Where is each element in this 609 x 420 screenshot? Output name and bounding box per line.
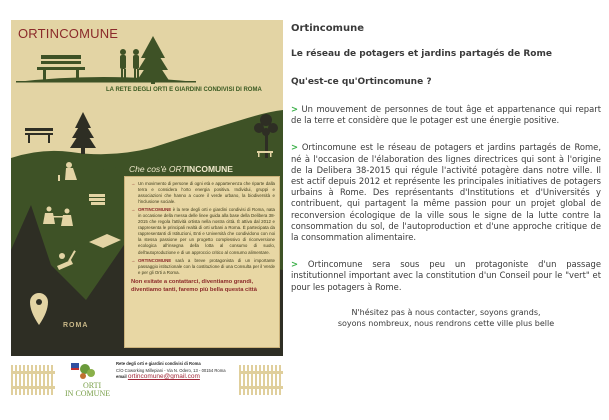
article-closing-line: soyons nombreux, nous rendrons cette ville plus belle [337, 319, 555, 329]
orti-in-comune-logo: ORTI IN COMUNE [65, 359, 113, 403]
bullet-arrow-icon: > [291, 104, 299, 114]
article-closing-line: N'hésitez pas à nous contacter, soyons grands, [351, 307, 541, 317]
article-paragraph: > Ortincomune est le réseau de potagers et jardins partagés de Rome, né à l'occasion de l'élaboration des lignes directrices qui sont à l'origine de la Delibera 38-2015 qui régule l'activité potagère dans notre ville. Il est actif depuis 2012 et représente les principales initiatives de potagers urbains à Rome. Des représentants d'Institutions et d'Universités y contribuent, qui partagent la même passion pour un projet global de reconversion écologique de la ville sous le signe de la lutte contre la consommation du sol, de l'autoproduction et d'une approche critique de la consommation alimentaire. [291, 142, 601, 243]
article-subtitle: Le réseau de potagers et jardins partagés de Rome [291, 49, 552, 59]
poster-footer [11, 357, 283, 405]
ortincomune-poster [11, 20, 283, 356]
article [291, 20, 601, 330]
article-title: Ortincomune [291, 23, 364, 34]
poster-item: → Un movimento di persone di ogni età e appartenenza che riparte dalla terra e considera l'orto energia positiva. Individui, gruppi e associazioni che hanno a cuore il verde urbano, la biodiversità e l'inclusione sociale. [131, 181, 275, 205]
poster-tagline: LA RETE DEGLI ORTI E GIARDINI CONDIVISI DI ROMA [106, 87, 262, 93]
poster-location: ROMA [63, 322, 89, 329]
footer-address: Rete degli orti e giardini condivisi di Roma C/O Coworking Millepiani - Via N. Odero, 13 - 00154 Roma email ortincomune@gmail.com [116, 361, 226, 380]
pine-tree-icon [136, 36, 170, 84]
poster-brand: ORTINCOMUNE [18, 26, 119, 41]
article-paragraph: > Un mouvement de personnes de tout âge et appartenance qui repart de la terre et considère que le potager est une énergie positive. [291, 104, 601, 126]
people-icon [120, 49, 139, 79]
article-paragraph: > Ortincomune sera sous peu un protagoniste d'un passage institutionnel important avec la constitution d'un Conseil pour le "vert" et pour les potagers à Rome. [291, 259, 601, 292]
fence-icon [239, 365, 283, 395]
poster-closing: Non esitate a contattarci, diventiamo grandi, diventiamo tanti, faremo più bella questa città [131, 278, 257, 293]
bullet-arrow-icon: > [291, 259, 299, 270]
bullet-arrow-icon: > [291, 142, 299, 153]
logo-plant-icon [69, 359, 99, 383]
bench-icon [37, 55, 85, 80]
article-question: Qu'est-ce qu'Ortincomune ? [291, 77, 432, 87]
wood-stack-icon [89, 194, 105, 205]
fence-icon [11, 365, 55, 395]
poster-item: → ORTINCOMUNE è la rete degli orti e giardini condivisi di Roma, nata in occasione della messa delle linee guida alla base della Delibera 38-2015 che regola l'attività ortista nella nostra città. È attiva dal 2012 e rappresenta le principali realtà di orti urbani a Roma. È partecipata da rappresentanti di Istituzioni, Enti e Università che condividono con noi la stessa passione per un progetto complessivo di riconversione ecologica all'insegna della lotta al consumo di suolo, dell'autoproduzione e di un approccio critico al consumo alimentare. [131, 207, 275, 255]
email-link[interactable]: ortincomune@gmail.com [127, 373, 200, 380]
poster-info-box [124, 176, 280, 348]
poster-item: → ORTINCOMUNE sarà a breve protagonista di un importante passaggio istituzionale con la costituzione di una Consulta per il Verde e per gli Orti a Roma. [131, 257, 275, 275]
poster-section-title: Che cos'è ORTINCOMUNE [129, 164, 233, 174]
